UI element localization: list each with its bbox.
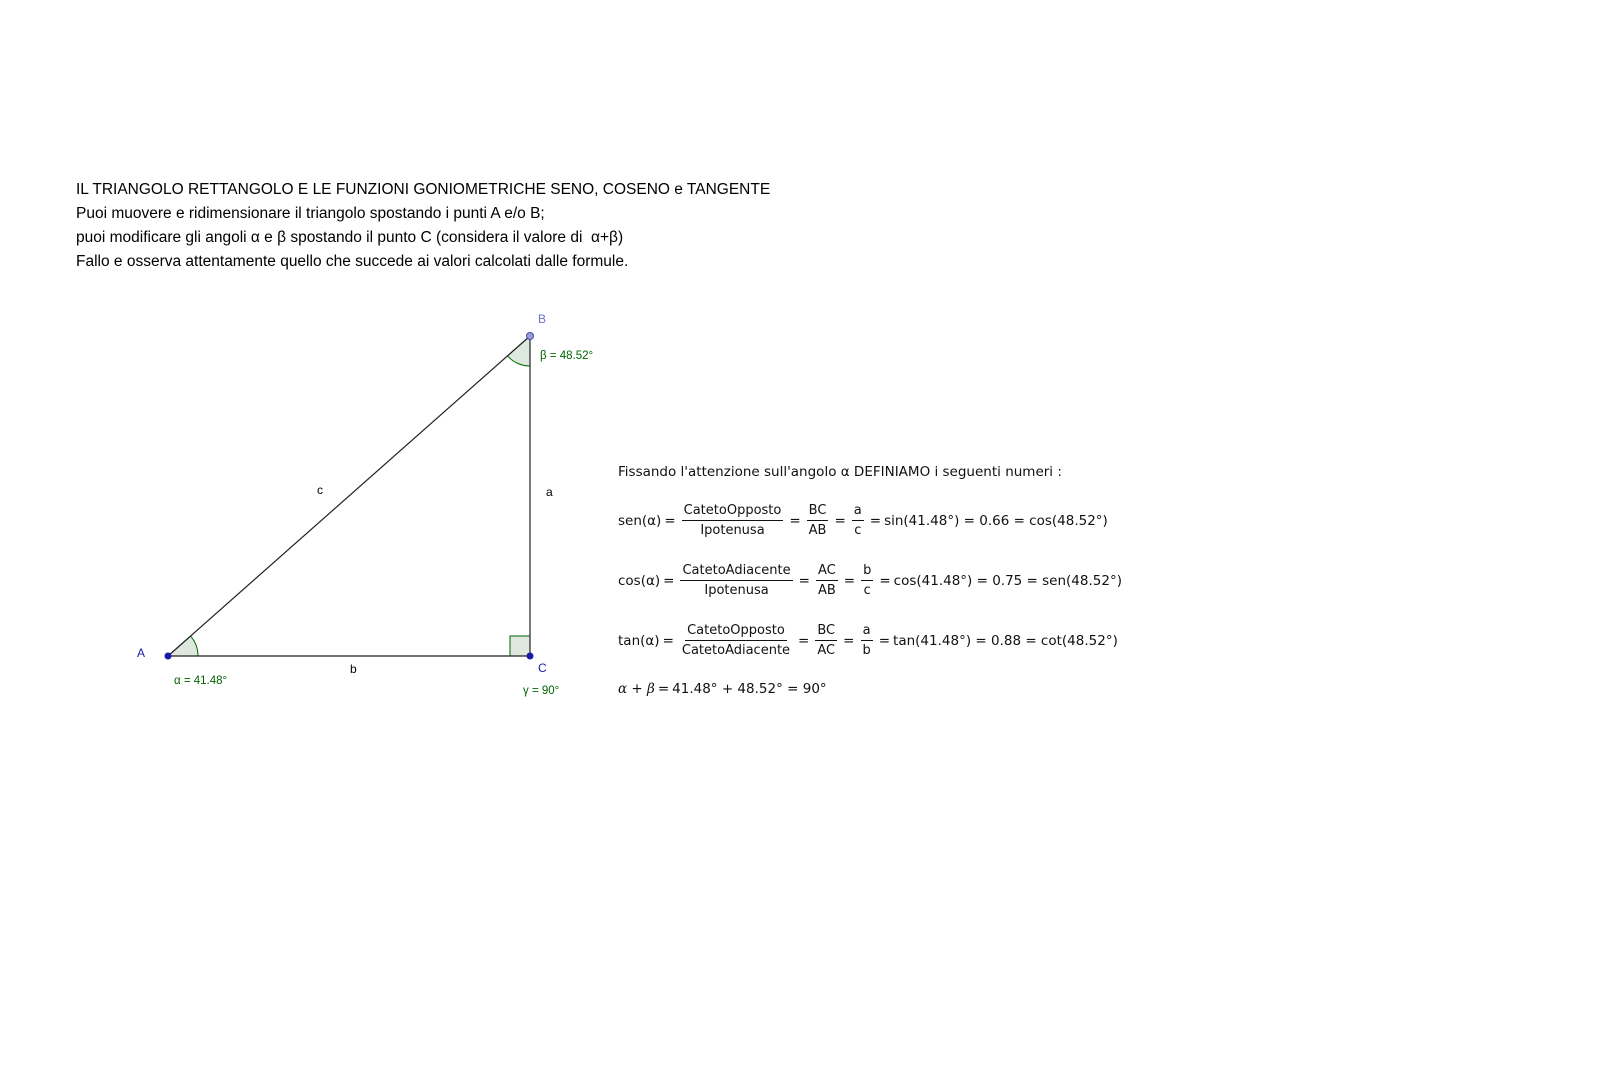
tan-frac-segments: $\frac{BC}{AC}$: [817, 623, 836, 658]
point-c-label: C: [538, 661, 547, 675]
cos-rhs: cos(41.48°) = 0.75 = sen(48.52°): [893, 572, 1122, 589]
side-a-label: a: [546, 485, 553, 499]
point-b-handle[interactable]: [527, 333, 534, 340]
formula-sen: sen(α) = $\frac{\text{CatetoOpposto}}{\text{Ipotenusa}}$ = $\frac{BC}{AB}$ = $\frac{a}{c}$ = sin(41.48°) = 0.66 = cos(48.52°): [618, 503, 1108, 538]
side-c-label: c: [317, 483, 323, 497]
point-b-label: B: [538, 312, 547, 326]
sum-lhs: α + β: [618, 681, 655, 697]
instruction-line-1: Puoi muovere e ridimensionare il triangolo spostando i punti A e/o B;: [76, 205, 545, 222]
point-a-handle[interactable]: [165, 653, 172, 660]
point-a-label: A: [137, 646, 146, 660]
sen-frac-sides: $\frac{a}{c}$: [853, 503, 862, 538]
angle-beta-arc: [508, 336, 531, 366]
formula-cos: cos(α) = $\frac{\text{CatetoAdiacente}}{\text{Ipotenusa}}$ = $\frac{AC}{AB}$ = $\frac{b}{c}$ = cos(41.48°) = 0.75 = sen(48.52°): [618, 563, 1122, 598]
sen-frac-words: $\frac{\text{CatetoOpposto}}{\text{Ipotenusa}}$: [683, 503, 782, 538]
cos-lhs: cos(α): [618, 572, 661, 589]
angle-beta-label: β = 48.52°: [540, 350, 594, 362]
formula-sum: α + β = 41.48° + 48.52° = 90°: [618, 681, 827, 697]
formula-tan: tan(α) = $\frac{\text{CatetoOpposto}}{\text{CatetoAdiacente}}$ = $\frac{BC}{AC}$ = $\frac{a}{b}$ = tan(41.48°) = 0.88 = cot(48.52°): [618, 623, 1118, 658]
angle-gamma-right-mark: [510, 636, 530, 656]
cos-frac-segments: $\frac{AC}{AB}$: [817, 563, 836, 598]
angle-gamma-label: γ = 90°: [523, 685, 560, 697]
tan-rhs: tan(41.48°) = 0.88 = cot(48.52°): [893, 632, 1118, 649]
cos-frac-sides: $\frac{b}{c}$: [863, 563, 872, 598]
instruction-line-2: puoi modificare gli angoli α e β spostando il punto C (considera il valore di α+β): [76, 229, 624, 246]
side-c-line[interactable]: [168, 336, 530, 656]
sen-rhs: sin(41.48°) = 0.66 = cos(48.52°): [884, 512, 1108, 529]
page-title: IL TRIANGOLO RETTANGOLO E LE FUNZIONI GONIOMETRICHE SENO, COSENO e TANGENTE: [76, 181, 771, 198]
tan-lhs: tan(α): [618, 632, 660, 649]
sen-frac-segments: $\frac{BC}{AB}$: [808, 503, 827, 538]
point-c-handle[interactable]: [527, 653, 534, 660]
angle-alpha-label: α = 41.48°: [174, 675, 228, 687]
instruction-line-3: Fallo e osserva attentamente quello che succede ai valori calcolati dalle formule.: [76, 253, 629, 270]
tan-frac-words: $\frac{\text{CatetoOpposto}}{\text{CatetoAdiacente}}$: [681, 623, 791, 658]
formula-intro: [618, 464, 1062, 480]
sum-rhs: 41.48° + 48.52° = 90°: [672, 681, 827, 697]
tan-frac-sides: $\frac{a}{b}$: [862, 623, 871, 658]
sen-lhs: sen(α): [618, 512, 662, 529]
formula-intro-text: Fissando l'attenzione sull'angolo α DEFINIAMO i seguenti numeri :: [618, 464, 1062, 480]
angle-alpha-arc: [168, 636, 198, 656]
side-b-label: b: [350, 662, 357, 676]
cos-frac-words: $\frac{\text{CatetoAdiacente}}{\text{Ipotenusa}}$: [682, 563, 791, 598]
